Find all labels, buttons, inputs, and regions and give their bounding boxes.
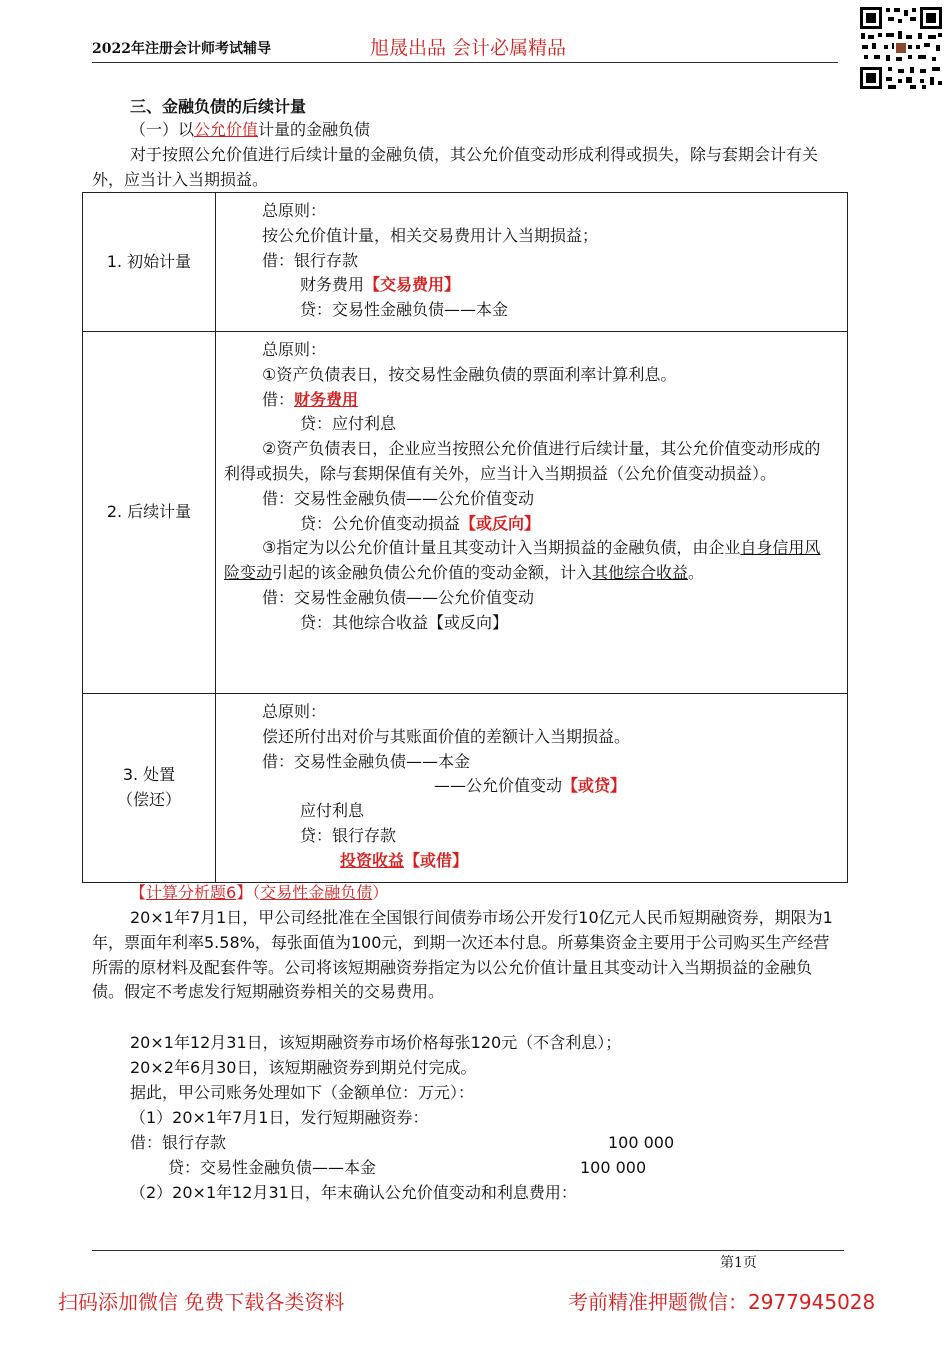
text-line: 按公允价值计量，相关交易费用计入当期损益； [262, 225, 599, 245]
journal-credit-amount: 100 000 [580, 1158, 647, 1177]
subtitle-prefix: （一）以 [130, 120, 195, 139]
table-row [83, 193, 848, 332]
entry-highlight: 财务费用 [294, 389, 359, 409]
row-content-initial [216, 193, 848, 332]
tag-end: ） [372, 883, 389, 902]
tag-open: 【 [130, 883, 147, 902]
journal-debit-amount: 100 000 [608, 1133, 675, 1152]
entry-account: 财务费用 [300, 275, 365, 295]
text-line: 借：银行存款 [262, 250, 359, 270]
example-paragraph-4: 据此，甲公司账务处理如下（金额单位：万元）： [130, 1083, 475, 1102]
text-part: 。 [688, 563, 705, 583]
measurement-table [82, 192, 848, 883]
text-part: 引起的该金融负债公允价值的变动金额，计入 [272, 563, 593, 583]
text-line [224, 512, 835, 537]
text-underlined: 自身信用风险变动 [224, 538, 821, 583]
promo-right: 考前精准押题微信：2977945028 [568, 1290, 876, 1314]
header-divider [92, 62, 838, 63]
promo-left: 扫码添加微信 免费下载各类资料 [58, 1290, 345, 1314]
entry-credit: 贷：公允价值变动损益 [300, 513, 461, 533]
example-step-1: （1）20×1年7月1日，发行短期融资券： [130, 1108, 429, 1127]
row-content-subsequent [216, 331, 848, 693]
label-line: （偿还） [116, 789, 181, 809]
row-label-disposal [83, 693, 216, 882]
text-line: 应付利息 [300, 801, 365, 821]
text-line [224, 849, 835, 874]
text-line: 总原则： [262, 339, 327, 359]
subtitle-suffix: 计量的金融负债 [258, 120, 371, 139]
row-label-initial: 1. 初始计量 [83, 193, 216, 332]
entry-debit: 借： [262, 389, 295, 409]
section-title: 三、金融负债的后续计量 [130, 97, 307, 116]
text-line: 借：交易性金融负债——公允价值变动 [262, 587, 535, 607]
entry-note: 【或贷】 [562, 776, 627, 796]
qr-code-icon [858, 5, 944, 91]
text-underlined: 其他综合收益 [592, 563, 689, 583]
entry-note: 【或反向】 [460, 513, 541, 533]
text-line: 贷：银行存款 [300, 825, 397, 845]
header-title: 2022年注册会计师考试辅导 [92, 41, 271, 57]
text-part: ③指定为以公允价值计量且其变动计入当期损益的金融负债，由企业 [262, 538, 741, 558]
journal-debit-label: 借：银行存款 [130, 1133, 227, 1152]
footer-divider [612, 1250, 844, 1251]
text-paragraph [224, 536, 835, 586]
footer-divider [92, 1250, 614, 1251]
entry-note: 【或借】 [404, 850, 469, 870]
row-label-subsequent: 2. 后续计量 [83, 331, 216, 693]
example-paragraph-3: 20×2年6月30日，该短期融资券到期兑付完成。 [130, 1058, 477, 1077]
text-line [224, 273, 835, 298]
section-intro: 对于按照公允价值进行后续计量的金融负债，其公允价值变动形成利得或损失，除与套期会计有关外，应当计入当期损益。 [92, 145, 819, 189]
tag-close: 】（ [236, 883, 261, 902]
section-subtitle [130, 118, 370, 143]
text-paragraph: ②资产负债表日，企业应当按照公允价值进行后续计量，其公允价值变动形成的利得或损失，除与套期保值有关外，应当计入当期损益（公允价值变动损益）。 [224, 439, 821, 483]
text-line: 借：交易性金融负债——公允价值变动 [262, 488, 535, 508]
tag-name[interactable]: 计算分析题6 [146, 883, 237, 902]
tag-topic[interactable]: 交易性金融负债 [260, 883, 373, 902]
text-line: 总原则： [262, 701, 327, 721]
text-line [224, 388, 835, 413]
example-paragraph-1: 20×1年7月1日，甲公司经批准在全国银行间债券市场公开发行10亿元人民币短期融资券，期限为1年，票面年利率5.58%，每张面值为100元，到期一次还本付息。所募集资金主要用于公司购买生产经营所需的原材料及配套件等。公司将该短期融资券指定为以公允价值计量且其变动计入当期损益的金融负债。假定不考虑发行短期融资券相关的交易费用。 [92, 908, 833, 1002]
journal-credit-label: 贷：交易性金融负债——本金 [168, 1158, 377, 1177]
text-line [224, 774, 835, 799]
text-line: 贷：其他综合收益【或反向】 [300, 612, 509, 632]
example-paragraph-2: 20×1年12月31日，该短期融资券市场价格每张120元（不含利息）； [130, 1033, 622, 1052]
text-line: ①资产负债表日，按交易性金融负债的票面利率计算利息。 [262, 364, 677, 384]
text-line: 偿还所付出对价与其账面价值的差额计入当期损益。 [262, 726, 631, 746]
entry-account: ——公允价值变动 [434, 776, 563, 796]
entry-note: 【交易费用】 [364, 275, 461, 295]
table-row [83, 693, 848, 882]
header-brand: 旭晟出品 会计必属精品 [370, 37, 567, 59]
example-heading [130, 881, 388, 906]
subtitle-link[interactable]: 公允价值 [194, 120, 259, 139]
entry-highlight: 投资收益 [340, 850, 405, 870]
text-line: 总原则： [262, 201, 327, 220]
text-line: 贷：交易性金融负债——本金 [300, 300, 509, 320]
page-number: 第1页 [720, 1255, 757, 1271]
text-line: 借：交易性金融负债——本金 [262, 751, 471, 771]
text-line: 贷：应付利息 [300, 414, 397, 434]
example-step-2: （2）20×1年12月31日，年末确认公允价值变动和利息费用： [130, 1183, 577, 1202]
label-line: 3. 处置 [122, 764, 176, 784]
table-row [83, 331, 848, 693]
row-content-disposal [216, 693, 848, 882]
